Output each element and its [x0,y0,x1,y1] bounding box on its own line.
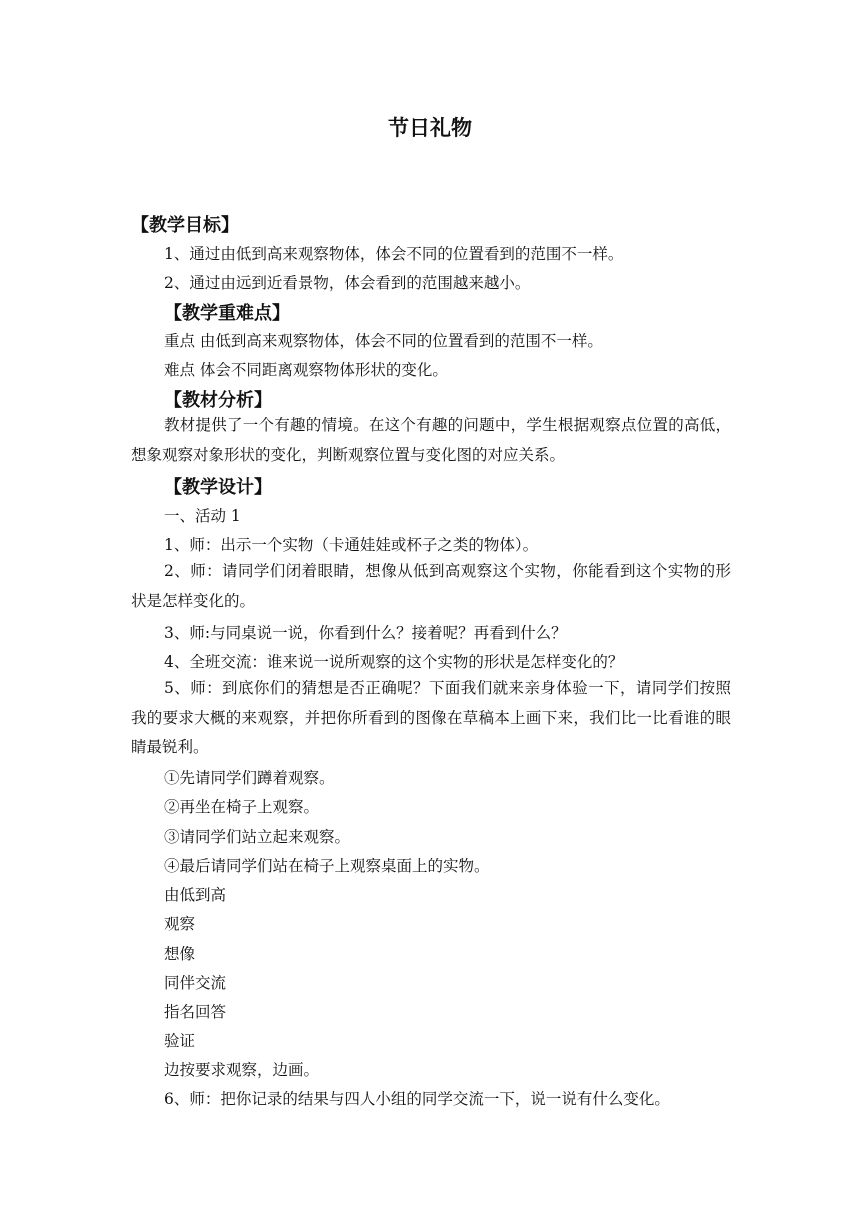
design-step: 2、师：请同学们闭着眼睛，想像从低到高观察这个实物，你能看到这个实物的形状是怎样变化的。 [131,562,731,610]
side-note: 验证 [164,1032,196,1050]
sub-step: ②再坐在椅子上观察。 [164,798,320,816]
sub-step: ③请同学们站立起来观察。 [164,828,351,846]
side-note: 由低到高 [164,886,227,904]
difficult-point: 难点 体会不同距离观察物体形状的变化。 [164,361,448,379]
sub-step: ④最后请同学们站在椅子上观察桌面上的实物。 [164,857,490,875]
goal-item: 2、通过由远到近看景物，体会看到的范围越来越小。 [164,274,531,292]
side-note: 指名回答 [164,1003,227,1021]
heading-analysis: 【教材分析】 [164,390,272,411]
design-step: 4、全班交流：谁来说一说所观察的这个实物的形状是怎样变化的？ [164,653,624,671]
document-title: 节日礼物 [388,116,472,140]
goal-item: 1、通过由低到高来观察物体，体会不同的位置看到的范围不一样。 [164,245,624,263]
heading-design: 【教学设计】 [164,477,272,498]
side-note: 观察 [164,915,196,933]
side-note: 边按要求观察，边画。 [164,1061,320,1079]
heading-key-points: 【教学重难点】 [164,303,290,324]
analysis-paragraph: 教材提供了一个有趣的情境。在这个有趣的问题中，学生根据观察点位置的高低，想象观察对象形状的变化，判断观察位置与变化图的对应关系。 [131,416,731,464]
design-step: 3、师:与同桌说一说，你看到什么？接着呢？再看到什么？ [164,624,567,642]
side-note: 同伴交流 [164,974,227,992]
design-step: 6、师：把你记录的结果与四人小组的同学交流一下，说一说有什么变化。 [164,1090,670,1108]
sub-step: ①先请同学们蹲着观察。 [164,769,335,787]
side-note: 想像 [164,945,196,963]
design-step: 5、师：到底你们的猜想是否正确呢？下面我们就来亲身体验一下，请同学们按照我的要求大概的来观察，并把你所看到的图像在草稿本上画下来，我们比一比看谁的眼睛最锐利。 [131,679,731,756]
key-point: 重点 由低到高来观察物体，体会不同的位置看到的范围不一样。 [164,332,603,350]
activity-title: 一、活动 1 [164,507,241,525]
design-step: 1、师：出示一个实物（卡通娃娃或杯子之类的物体）。 [164,536,539,554]
heading-goals: 【教学目标】 [131,215,239,236]
